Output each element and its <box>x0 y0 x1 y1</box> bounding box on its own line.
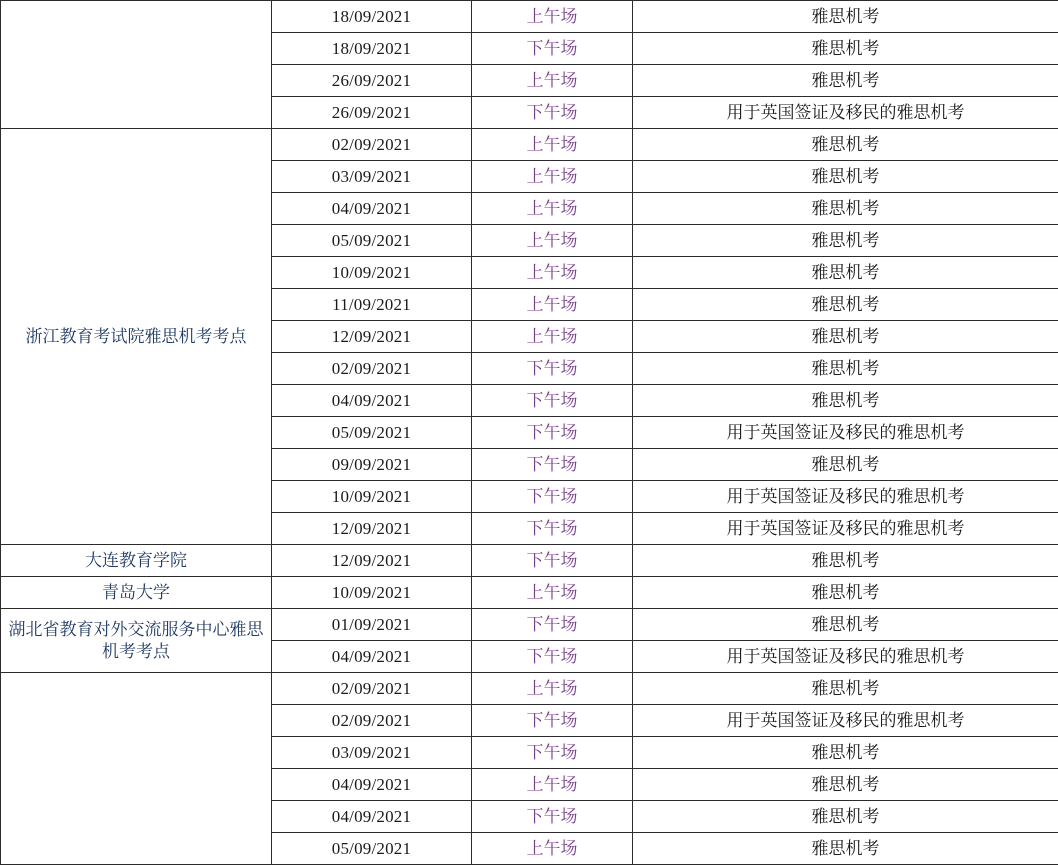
exam-date: 12/09/2021 <box>272 545 472 577</box>
exam-session: 上午场 <box>472 769 633 801</box>
venue-cell: 大连教育学院 <box>1 545 272 577</box>
exam-type: 雅思机考 <box>633 577 1058 609</box>
table-row <box>1 545 1058 577</box>
exam-type: 用于英国签证及移民的雅思机考 <box>633 705 1058 737</box>
exam-session: 上午场 <box>472 129 633 161</box>
exam-session: 上午场 <box>472 1 633 33</box>
exam-date: 10/09/2021 <box>272 257 472 289</box>
exam-session: 下午场 <box>472 737 633 769</box>
exam-date: 12/09/2021 <box>272 321 472 353</box>
exam-type: 用于英国签证及移民的雅思机考 <box>633 481 1058 513</box>
exam-session: 下午场 <box>472 705 633 737</box>
exam-session: 下午场 <box>472 385 633 417</box>
exam-type: 雅思机考 <box>633 673 1058 705</box>
exam-date: 10/09/2021 <box>272 577 472 609</box>
exam-date: 02/09/2021 <box>272 673 472 705</box>
exam-type: 雅思机考 <box>633 257 1058 289</box>
exam-type: 雅思机考 <box>633 321 1058 353</box>
venue-cell <box>1 673 272 865</box>
exam-session: 下午场 <box>472 97 633 129</box>
exam-type: 用于英国签证及移民的雅思机考 <box>633 417 1058 449</box>
exam-session: 下午场 <box>472 449 633 481</box>
exam-date: 04/09/2021 <box>272 769 472 801</box>
venue-cell: 青岛大学 <box>1 577 272 609</box>
exam-date: 01/09/2021 <box>272 609 472 641</box>
exam-session: 下午场 <box>472 545 633 577</box>
exam-type: 雅思机考 <box>633 353 1058 385</box>
exam-date: 03/09/2021 <box>272 737 472 769</box>
exam-session: 下午场 <box>472 417 633 449</box>
exam-date: 05/09/2021 <box>272 417 472 449</box>
exam-session: 上午场 <box>472 321 633 353</box>
exam-date: 26/09/2021 <box>272 97 472 129</box>
exam-session: 上午场 <box>472 257 633 289</box>
exam-type: 雅思机考 <box>633 65 1058 97</box>
exam-type: 雅思机考 <box>633 193 1058 225</box>
exam-date: 02/09/2021 <box>272 705 472 737</box>
exam-type: 用于英国签证及移民的雅思机考 <box>633 513 1058 545</box>
exam-session: 上午场 <box>472 65 633 97</box>
exam-date: 09/09/2021 <box>272 449 472 481</box>
exam-session: 上午场 <box>472 577 633 609</box>
exam-type: 用于英国签证及移民的雅思机考 <box>633 97 1058 129</box>
table-row <box>1 129 1058 161</box>
exam-date: 26/09/2021 <box>272 65 472 97</box>
table-row <box>1 1 1058 33</box>
exam-session: 下午场 <box>472 33 633 65</box>
exam-type: 雅思机考 <box>633 1 1058 33</box>
exam-date: 05/09/2021 <box>272 225 472 257</box>
exam-session: 下午场 <box>472 641 633 673</box>
exam-date: 03/09/2021 <box>272 161 472 193</box>
exam-session: 上午场 <box>472 673 633 705</box>
exam-date: 02/09/2021 <box>272 353 472 385</box>
exam-type: 雅思机考 <box>633 833 1058 865</box>
table-row <box>1 577 1058 609</box>
exam-type: 雅思机考 <box>633 33 1058 65</box>
exam-type: 雅思机考 <box>633 385 1058 417</box>
exam-date: 04/09/2021 <box>272 641 472 673</box>
exam-session: 下午场 <box>472 353 633 385</box>
venue-cell <box>1 1 272 129</box>
exam-type: 雅思机考 <box>633 449 1058 481</box>
schedule-body <box>1 1 1058 865</box>
exam-type: 雅思机考 <box>633 129 1058 161</box>
exam-date: 02/09/2021 <box>272 129 472 161</box>
venue-cell: 浙江教育考试院雅思机考考点 <box>1 129 272 545</box>
venue-cell: 湖北省教育对外交流服务中心雅思机考考点 <box>1 609 272 673</box>
exam-date: 10/09/2021 <box>272 481 472 513</box>
exam-type: 雅思机考 <box>633 769 1058 801</box>
exam-date: 18/09/2021 <box>272 33 472 65</box>
exam-session: 上午场 <box>472 225 633 257</box>
exam-type: 雅思机考 <box>633 609 1058 641</box>
exam-session: 下午场 <box>472 481 633 513</box>
exam-date: 04/09/2021 <box>272 385 472 417</box>
exam-date: 18/09/2021 <box>272 1 472 33</box>
exam-type: 雅思机考 <box>633 545 1058 577</box>
exam-session: 上午场 <box>472 161 633 193</box>
table-row <box>1 673 1058 705</box>
exam-type: 雅思机考 <box>633 289 1058 321</box>
exam-session: 上午场 <box>472 289 633 321</box>
exam-date: 11/09/2021 <box>272 289 472 321</box>
exam-date: 12/09/2021 <box>272 513 472 545</box>
exam-type: 雅思机考 <box>633 225 1058 257</box>
exam-type: 雅思机考 <box>633 801 1058 833</box>
exam-session: 下午场 <box>472 513 633 545</box>
exam-session: 上午场 <box>472 833 633 865</box>
exam-type: 雅思机考 <box>633 161 1058 193</box>
exam-date: 05/09/2021 <box>272 833 472 865</box>
exam-session: 上午场 <box>472 193 633 225</box>
table-row <box>1 609 1058 641</box>
exam-session: 下午场 <box>472 609 633 641</box>
exam-date: 04/09/2021 <box>272 193 472 225</box>
exam-type: 用于英国签证及移民的雅思机考 <box>633 641 1058 673</box>
exam-session: 下午场 <box>472 801 633 833</box>
exam-date: 04/09/2021 <box>272 801 472 833</box>
exam-type: 雅思机考 <box>633 737 1058 769</box>
